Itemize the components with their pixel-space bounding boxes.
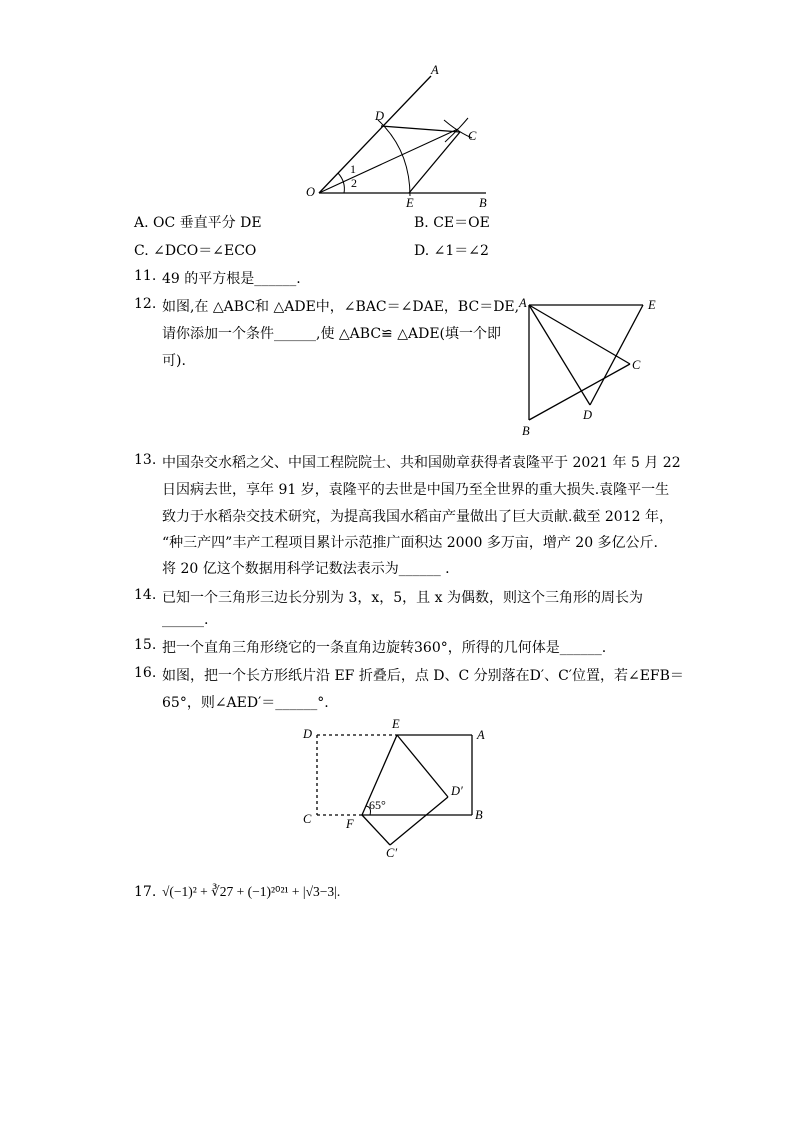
question-number: 15. xyxy=(134,637,157,653)
question-number: 14. xyxy=(134,587,157,603)
question-number: 16. xyxy=(134,665,157,681)
label-c: C xyxy=(468,129,477,143)
question-text: 如图,在 △ABC和 △ADE中，∠BAC＝∠DAE，BC＝DE, xyxy=(162,299,520,315)
question-number: 13. xyxy=(134,452,157,468)
label-d: D xyxy=(375,109,385,123)
label-b: B xyxy=(522,424,530,438)
option-b: B. CE＝OE xyxy=(414,215,490,231)
figure-folded-rectangle xyxy=(300,715,500,865)
label-d: D xyxy=(583,408,593,422)
question-text: 如图，把一个长方形纸片沿 EF 折叠后，点 D、C 分别落在D′、C′位置，若∠EFB＝ xyxy=(162,668,684,684)
math-expression: √(−1)² + ∛27 + (−1)²⁰²¹ + |√3−3|. xyxy=(162,884,341,899)
label-c: C xyxy=(303,812,312,826)
option-c: C. ∠DCO＝∠ECO xyxy=(134,243,257,259)
figure-triangles xyxy=(515,292,665,442)
question-text: 49 的平方根是______. xyxy=(162,271,301,287)
question-number: 12. xyxy=(134,296,157,312)
segment-dc xyxy=(381,126,460,132)
question-text: 中国杂交水稻之父、中国工程院院士、共和国勋章获得者袁隆平于 2021 年 5 月 22 xyxy=(162,455,681,471)
label-f: F xyxy=(346,817,354,831)
segment-oc xyxy=(319,129,458,193)
label-o: O xyxy=(306,185,316,199)
label-a: A xyxy=(431,63,439,77)
question-text: “种三产四”丰产工程项目累计示范推广面积达 2000 多万亩，增产 20 多亿公斤. xyxy=(162,535,659,551)
label-e: E xyxy=(392,717,400,731)
question-text: 65°，则∠AED′＝______°. xyxy=(162,695,329,711)
figure-angle-bisector xyxy=(300,60,520,210)
option-d: D. ∠1＝∠2 xyxy=(414,243,489,259)
label-c-prime: C′ xyxy=(386,846,398,860)
label-e: E xyxy=(648,298,656,312)
question-text: 请你添加一个条件______,使 △ABC≌ △ADE(填一个即 xyxy=(162,326,502,342)
label-b: B xyxy=(479,196,487,210)
segment-ec xyxy=(409,132,460,193)
option-a: A. OC 垂直平分 DE xyxy=(134,215,262,231)
label-angle-1: 1 xyxy=(350,162,356,176)
label-b: B xyxy=(475,808,483,822)
question-text: 可). xyxy=(162,353,186,369)
label-c: C xyxy=(632,358,641,372)
question-number: 11. xyxy=(134,268,157,284)
question-number: 17. xyxy=(134,884,157,900)
question-text: 将 20 亿这个数据用科学记数法表示为______ . xyxy=(162,561,450,577)
label-d: D xyxy=(303,727,313,741)
question-text: 把一个直角三角形绕它的一条直角边旋转360°，所得的几何体是______. xyxy=(162,640,607,656)
question-text: 日因病去世，享年 91 岁，袁隆平的去世是中国乃至全世界的重大损失.袁隆平一生 xyxy=(162,482,670,498)
label-d-prime: D′ xyxy=(451,784,463,798)
label-a: A xyxy=(519,296,527,310)
label-angle-2: 2 xyxy=(351,176,357,190)
question-text: ______. xyxy=(162,612,209,628)
question-text: 致力于水稻杂交技术研究，为提高我国水稻亩产量做出了巨大贡献.截至 2012 年， xyxy=(162,509,673,525)
question-text: 已知一个三角形三边长分别为 3，x，5，且 x 为偶数，则这个三角形的周长为 xyxy=(162,590,643,606)
label-a: A xyxy=(477,728,485,742)
label-angle-65: 65° xyxy=(369,798,386,812)
label-e: E xyxy=(406,196,414,210)
ray-oa xyxy=(319,76,431,193)
